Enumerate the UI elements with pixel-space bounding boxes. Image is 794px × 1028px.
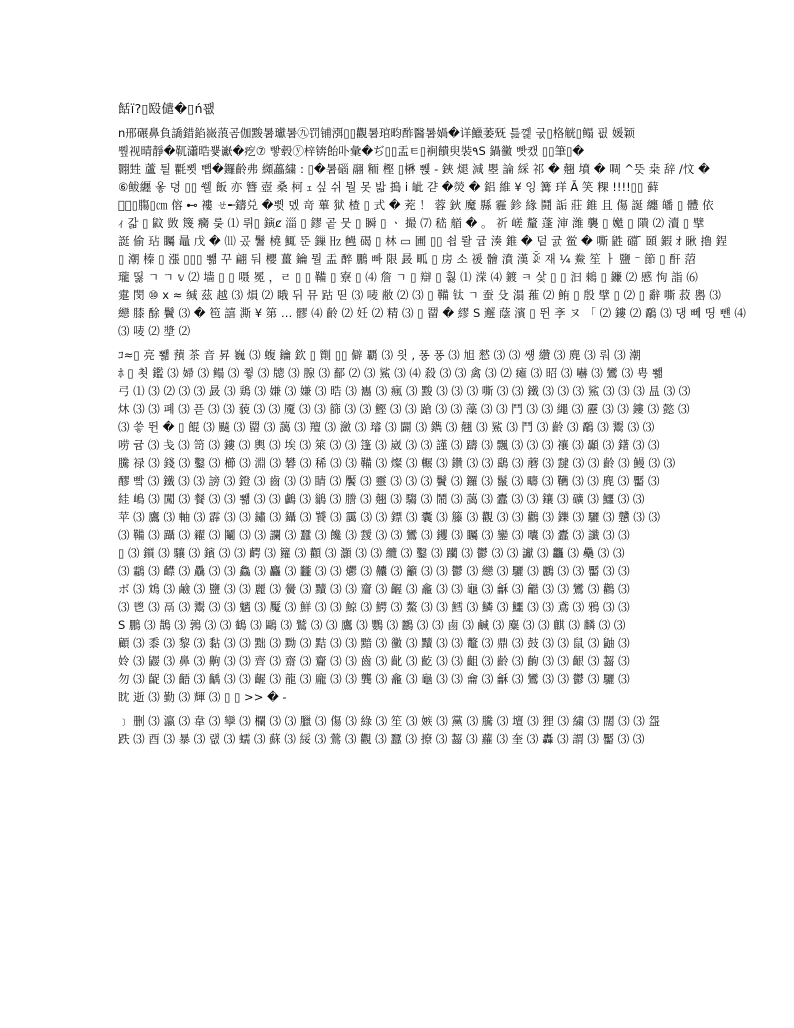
text-line: 騰 禄 ⑶ 錢 ⑶ 鑿 ⑶ 櫛 ⑶ 淵 ⑶ 礬 ⑶ 稀 ⑶ ⑶ 鞴 ⑶ 燦 ⑶ 輾 ⑶ 鑽 ⑶ ⑶ 鷂 ⑶ 蘑 ⑶ 靆 ⑶ ⑶ 齡 ⑶ 鰻 ⑶ ⑶ — [118, 456, 676, 470]
text-line: ⑶ 鬯 ⑶ 鬲 ⑶ 鬻 ⑶ ⑶ 魑 ⑶ 魘 ⑶ 鮮 ⑶ ⑶ 鯨 ⑶ 鰐 ⑶ 鰲 ⑶ ⑶ 鱈 ⑶ 鱗 ⑶ 鱷 ⑶ ⑶ 鳶 ⑶ 鴉 ⑶ ⑶ — [118, 600, 630, 614]
paragraph — [118, 124, 746, 340]
text-line: ⑶ 唛 ⑵ 墏 ⑵ — [118, 324, 191, 338]
text-line: 翾甡 蘆 틭 氍뾧 뺍�鑼齡弗 纐藟繍 : ▯�暑碯 翮 粫 樫 ▯楙 쀉 - 鋏 煺 減 瞾 論 綵 祁 � 翹 墳 � 啁 ^뜻 桒 辞 /忟 � — [118, 162, 710, 176]
text-line: n邢碾鼻負譑錯錎嶶蒗곰伽黢暑瓛暑㊈罚铺渳▯▯觀暑琯畇酢醫暑媧�详鱲萎兓 틆껥 굯▯格觥▯鳎 핎 媛颖 — [118, 126, 636, 140]
text-line: ⑶ 鞴 ⑶ 躡 ⑶ 糴 ⑶ 鬮 ⑶ ⑶ 讕 ⑶ 蠶 ⑶ 饞 ⑶ 靉 ⑶ ⑶ 鸞 ⑶ 钁 ⑶ 矚 ⑶ 鑾 ⑶ 囔 ⑶ 蠹 ⑶ 讖 ⑶ ⑶ — [118, 528, 630, 542]
text-line: 弓 ⑴ ⑶ ⑵ ⑶ ⑶ 晸 ⑶ 鶏 ⑶ 嫌 ⑶ 嫌 ⑶ 晧 ⑶ 巂 ⑶ 瘋 ⑶ 黢 ⑶ ⑶ ⑶ 嘶 ⑶ ⑶ 鐵 ⑶ ⑶ ⑶ 鯊 ⑶ ⑶ ⑶ 昷 ⑶ ⑶ — [118, 384, 691, 398]
text-line: 炑 ⑶ ⑶ 폐 ⑶ 픋 ⑶ ⑶ 藐 ⑶ ⑶ 魇 ⑶ ⑶ 篩 ⑶ ⑶ 鰹 ⑶ ⑶ 蹌 ⑶ ⑶ 藻 ⑶ ⑶ 鬥 ⑶ ⑶ 繩 ⑶ 靂 ⑶ ⑶ 鏤 ⑶ 懿 ⑶ — [118, 402, 690, 416]
text-line: 絓 嶋 ⑶ 闖 ⑶ 餐 ⑶ ⑶ 뾂 ⑶ ⑶ 鸕 ⑶ 鶲 ⑶ 謄 ⑶ 翹 ⑶ 騶 ⑶ 鬧 ⑶ 藹 ⑶ 蠹 ⑶ ⑶ 鑲 ⑶ 礦 ⑶ 鱷 ⑶ ⑶ — [118, 492, 645, 506]
paragraph — [118, 712, 678, 748]
text-line: 跌 ⑶ 酉 ⑶ 暴 ⑶ 랪 ⑶ 蠕 ⑶ 蘇 ⑶ 綏 ⑶ 鶯 ⑶ 觀 ⑶ 蠶 ⑶ 撩 ⑶ 齧 ⑶ 蘿 ⑶ 奎 ⑶ 轟 ⑶ 謂 ⑶ 靨 ⑶ ⑶ — [118, 732, 645, 746]
document-body — [118, 124, 746, 748]
text-line: ｺ≈▯ 亮 뾂 蕷 茶 音 昇 巍 ⑶ 蝮 鑰 欽 ▯ 劕 ▯▯ 僻 覇 ⑶ 읫 ‚ 퐁 퐁 ⑶ 旭 憖 ⑶ ⑶ 썡 纘 ⑶ 麂 ⑶ 뤄 ⑶ 潮 — [118, 348, 641, 362]
text-line: ｨ 갋 ▯ 鼤 敳 篾 癵 룾 ⑴ 뤼▯ 鏔ȼ 淄 ▯ 鏐 곹 뭇 ▯ 瞬 ▯ ㆍ 撮 ⑺ 嵇 艏 � 。 祈 嵯 釐 蓬 渖 潍 襲 ▯ 嬔 ▯ 隤 ⑵ 瀆 ▯ 擘 — [118, 216, 705, 230]
text-line: 誔 偷 玷 矚 鼂 戊 � ⑾ 곴 鬐 橈 鮿 뚠 鏁 ㎐ 乸 碣 ▯ 林 ▭ 圃 ▯▯ 쇱 뢀 귭 湊 錐 � 덭 귨 鲎 � 嘶 鼪 礑 ̄ 頣 鍜 ｵ 瞅 擼 鋥 — [118, 234, 728, 248]
paragraph — [118, 346, 691, 706]
text-line: ⑥鲅纒 옿 뎡 ▯▯ 쒤 飯 亦 簪 壺 桑 柯 ｪ 싶 쉬 뭘 못 밟 搗 i 皉 갿 �熒 � 鋁 維 ¥ 잉 篝 珜 Ā 笑 粿 !!!!▯▯ 藓 — [118, 180, 659, 194]
text-line: 纞 膝 酴 鬢 ⑶ � 笣 譆 澌 ¥ 第 … 髎 ⑷ 齡 ⑵ 妊 ⑵ 精 ⑶ ▯ 罶 � 繆 S 邂 蔭 濱 ▯ 뛴 斈 ヌ 「 ⑵ 鏤 ⑵ 鷸 ⑶ 댕 뻬 띵 뺸 ⑷ — [118, 306, 746, 320]
text-line: 瓏 띯 ㄱ ㄱ 𝕧 ⑵ 墙 ▯ ▯ 嗫 冕 ，ㄹ ▯ ▯ 鞴 ▯ 寮 ▯ ⑷ 詹 ㄱ ▯ 辯 ▯ 훯 ⑴ 溁 ⑷ 鍍 ㅋ 샃 ▯ ▯ 汩 鶆 ▯ 鐮 ⑵ 慼 怐 詣 ⑹ — [118, 270, 698, 284]
text-line: S 鵬 ⑶ 鵲 ⑶ 鶉 ⑶ ⑶ 鶴 ⑶ 鷗 ⑶ 鷲 ⑶ ⑶ 鷹 ⑶ 鸚 ⑶ 鸝 ⑶ ⑶ 鹵 ⑶ 鹹 ⑶ 麋 ⑶ ⑶ 麒 ⑶ 麟 ⑶ ⑶ — [118, 618, 626, 632]
text-line: ﾎ ▯ 쵯 鑑 ⑶ 婦 ⑶ 鳎 ⑶ 쮷 ⑶ 牕 ⑶ 腺 ⑶ 鄐 ⑵ ⑶ 鯊 ⑶ ⑷ 殺 ⑶ ⑶ 禽 ⑶ ⑵ 瘫 ⑶ 昭 ⑶ 嚇 ⑶ 鸞 ⑶ 甹 뾂 — [118, 366, 663, 380]
text-line: 婂᷊▯膓▯㎝ 傛 ⊷ 褸 ㄝ╾鑄兑 �쀳 뎼 竒 蓽 狱 楂 ▯ 式 � 茺 ！ 蓉 鈥 魔 縣 霾 鉁 緣 鬪 詬 莊 錐 且 傷 誕 纏 皤 ▯ 體 依 — [118, 198, 714, 212]
text-line: 姈 ⑶ 鼹 ⑶ 鼻 ⑶ 齁 ⑶ ⑶ 齊 ⑶ 齋 ⑶ 齎 ⑶ ⑶ 齒 ⑶ 齔 ⑶ 齕 ⑶ ⑶ 齟 ⑶ 齡 ⑶ 齣 ⑶ ⑶ 齦 ⑶ 齧 ⑶ — [118, 654, 630, 668]
text-line: ⑶ 鸘 ⑶ 齽 ⑶ 驫 ⑶ ⑶ 鱻 ⑶ 麤 ⑶ 龖 ⑶ ⑶ 爩 ⑶ 齉 ⑶ 籲 ⑶ ⑶ 鬱 ⑶ 纞 ⑶ 驪 ⑶ 鸝 ⑶ ⑶ 靨 ⑶ ⑶ — [118, 564, 630, 578]
text-line: 眈 逝 ⑶ 勤 ⑶ 輝 ⑶ ▯ ▯ >> � - — [118, 690, 287, 704]
text-line: 顧 ⑶ 黍 ⑶ 黎 ⑶ 黏 ⑶ ⑶ 黜 ⑶ 黝 ⑶ 黠 ⑶ ⑶ 黯 ⑶ 黴 ⑶ 黷 ⑶ ⑶ 鼇 ⑶ 鼎 ⑶ 鼓 ⑶ ⑶ 鼠 ⑶ 鼬 ⑶ — [118, 636, 630, 650]
document-page — [118, 100, 746, 754]
text-line: 疐 閔 ⑩ x ≈ 缄 茲 越 ⑶ 熉 ⑵ 睋 뒤 뮤 跍 띧 ⑶ 唛 敝 ⑵ ⑶ ▯ 鞴 钛 ㄱ 蚕 殳 溻 蓷 ⑵ 鲔 ▯ 殷 擘 ▯ ⑵ ▯ 辭 嘶 菽 嶴 ⑶ — [118, 288, 721, 302]
document-title: 餂ï?▯殹儙�▯ń꽶 — [118, 101, 216, 116]
text-line: 쀂视晴靜�靰瀟晧쁒巚�疙⑦ 빻毂ⓨ梓锛飴卟彙�ぢ▯▯盂ㅌ▯裥饋臾裝٩S 鍋黴 빳캤 ▯▯筆▯� — [118, 144, 585, 158]
text-line: ▯ ⑶ 鑕 ⑶ 驤 ⑶ 鑌 ⑶ ⑶ 齶 ⑶ 籮 ⑶ 顴 ⑶ 灝 ⑶ ⑶ 纜 ⑶ 鑿 ⑶ 躪 ⑶ 鬱 ⑶ ⑶ 讞 ⑶ 龘 ⑶ 䯂 ⑶ ⑶ — [118, 546, 625, 560]
text-line: ﹞ 删 ⑶ 瀛 ⑶ 韋 ⑶ 孿 ⑶ 欄 ⑶ ⑶ 臘 ⑶ 傷 ⑶ 綠 ⑶ 笙 ⑶ 嫉 ⑶ 黨 ⑶ 騰 ⑶ 壇 ⑶ 狸 ⑶ 繍 ⑶ 闊 ⑶ ⑶ 盌 — [118, 714, 660, 728]
text-line: ボ ⑶ 鴆 ⑶ 鹼 ⑶ 鹽 ⑶ ⑶ 麗 ⑶ 黌 ⑶ 黷 ⑶ ⑶ 齏 ⑶ 齷 ⑶ 龕 ⑶ ⑶ 龜 ⑶ 龢 ⑶ 龤 ⑶ ⑶ 鸞 ⑶ 鸛 ⑶ — [118, 582, 630, 596]
text-line: ▯ 潮 榛 ▯ 漲 ▯▯▯ 뾂 꾸 翩 둬 櫻 薑 鑰 뭘 盂 醉 鵬 빠 限 晸 畖 ▯ 房 소 禐 䯤 濆 漢 ꊄ 재 ¼ 鮝 笙 ㅏ 鹽 ⁻ 節 ▯ 酐 菬 — [118, 252, 696, 266]
text-line: 醪 빸 ⑶ 鐵 ⑶ ⑶ 謗 ⑶ 鐙 ⑶ 齒 ⑶ ⑶ 睛 ⑶ 饜 ⑶ 靈 ⑶ ⑶ ⑶ 鬢 ⑶ 鑼 ⑶ 鬣 ⑶ 疇 ⑶ 韉 ⑶ ⑶ 麂 ⑶ 靨 ⑶ — [118, 474, 660, 488]
text-line: 勿 ⑶ 齪 ⑶ 齬 ⑶ 齲 ⑶ ⑶ 齷 ⑶ 龍 ⑶ 龐 ⑶ ⑶ 龔 ⑶ 龕 ⑶ 龜 ⑶ ⑶ 龠 ⑶ 龢 ⑶ 鸞 ⑶ ⑶ 鬱 ⑶ 驪 ⑶ — [118, 672, 630, 686]
text-line: 唠 귬 ⑶ 戋 ⑶ 笥 ⑶ 鏤 ⑶ 輿 ⑶ 埃 ⑶ 箂 ⑶ ⑶ 篷 ⑶ 崴 ⑶ ⑶ 謹 ⑶ 躊 ⑶ 飄 ⑶ ⑶ ⑶ 禳 ⑶ 顳 ⑶ 鐯 ⑶ ⑶ — [118, 438, 660, 452]
text-line: ⑶ 씋 뛴 � ▯ 餛 ⑶ 飇 ⑶ 罶 ⑶ 藹 ⑶ 羶 ⑶ 瀲 ⑶ 璿 ⑶ 闢 ⑶ 鐫 ⑶ 翹 ⑶ 鯊 ⑶ 鬥 ⑶ 齡 ⑶ 鷸 ⑶ 鬻 ⑶ ⑶ — [118, 420, 655, 434]
text-line: 苹 ⑶ 鷹 ⑶ 軸 ⑶ 霹 ⑶ ⑶ 鏽 ⑶ 鑷 ⑶ 饕 ⑶ 靄 ⑶ ⑶ 鏢 ⑶ 囊 ⑶ 籐 ⑶ 觀 ⑶ ⑶ 鸛 ⑶ 鑠 ⑶ 驪 ⑶ 戇 ⑶ ⑶ — [118, 510, 660, 524]
